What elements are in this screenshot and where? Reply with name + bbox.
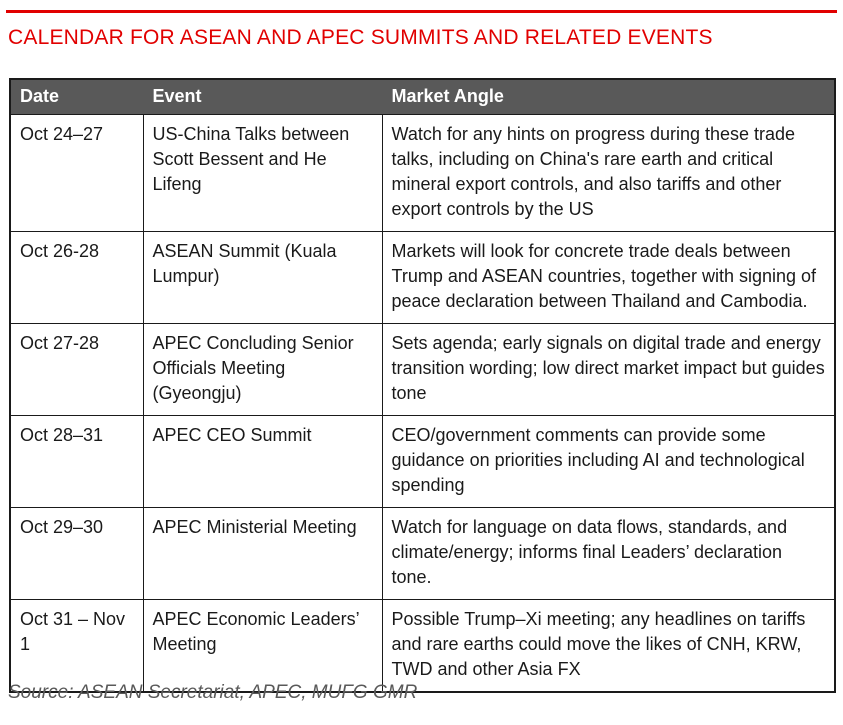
column-header-market-angle: Market Angle	[382, 79, 835, 115]
table-row	[10, 600, 835, 693]
table-row	[10, 416, 835, 508]
market-angle-cell: Watch for language on data flows, standards, and climate/energy; informs final Leaders’ declaration tone.	[382, 508, 835, 600]
market-angle-cell: Markets will look for concrete trade deals between Trump and ASEAN countries, together with signing of peace declaration between Thailand and Cambodia.	[382, 232, 835, 324]
date-cell: Oct 31 – Nov 1	[10, 600, 143, 693]
market-angle-cell: CEO/government comments can provide some guidance on priorities including AI and technological spending	[382, 416, 835, 508]
table-row	[10, 115, 835, 232]
date-cell: Oct 27-28	[10, 324, 143, 416]
source-note: Source: ASEAN Secretariat, APEC, MUFG GMR	[8, 682, 418, 703]
event-cell: APEC Concluding Senior Officials Meeting (Gyeongju)	[143, 324, 382, 416]
date-cell: Oct 29–30	[10, 508, 143, 600]
market-angle-cell: Sets agenda; early signals on digital trade and energy transition wording; low direct market impact but guides tone	[382, 324, 835, 416]
table-row	[10, 232, 835, 324]
market-angle-cell: Possible Trump–Xi meeting; any headlines on tariffs and rare earths could move the likes of CNH, KRW, TWD and other Asia FX	[382, 600, 835, 693]
event-cell: APEC Ministerial Meeting	[143, 508, 382, 600]
column-header-date: Date	[10, 79, 143, 115]
top-rule-divider	[6, 10, 837, 13]
date-cell: Oct 26-28	[10, 232, 143, 324]
event-cell: APEC Economic Leaders’ Meeting	[143, 600, 382, 693]
column-header-event: Event	[143, 79, 382, 115]
table-header-row	[10, 79, 835, 115]
events-calendar-table	[9, 78, 836, 693]
event-cell: ASEAN Summit (Kuala Lumpur)	[143, 232, 382, 324]
table-row	[10, 508, 835, 600]
event-cell: APEC CEO Summit	[143, 416, 382, 508]
market-angle-cell: Watch for any hints on progress during these trade talks, including on China's rare earth and critical mineral export controls, and also tariffs and other export controls by the US	[382, 115, 835, 232]
table-row	[10, 324, 835, 416]
event-cell: US-China Talks between Scott Bessent and He Lifeng	[143, 115, 382, 232]
date-cell: Oct 28–31	[10, 416, 143, 508]
date-cell: Oct 24–27	[10, 115, 143, 232]
page-title: CALENDAR FOR ASEAN AND APEC SUMMITS AND RELATED EVENTS	[8, 26, 713, 49]
